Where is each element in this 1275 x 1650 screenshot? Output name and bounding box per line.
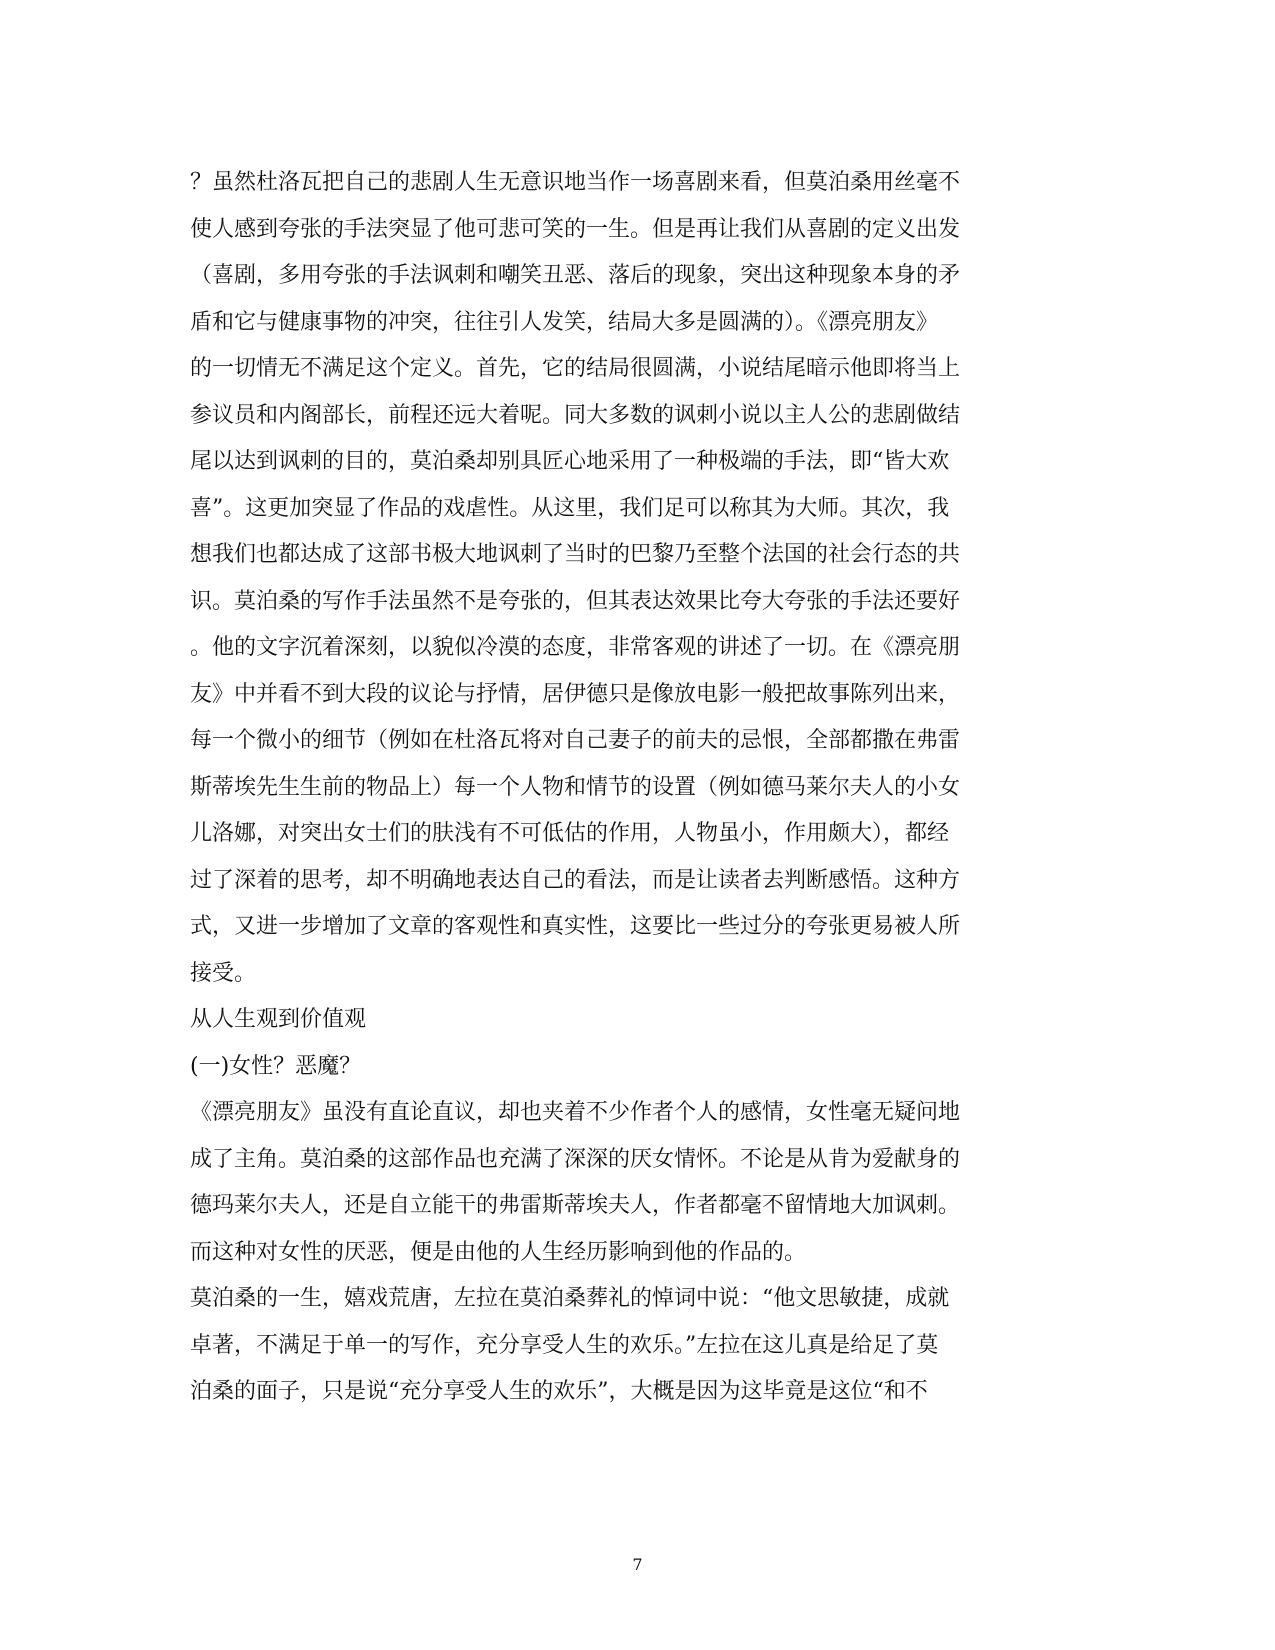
text-line: （喜剧，多用夸张的手法讽刺和嘲笑丑恶、落后的现象，突出这种现象本身的矛 [190, 263, 961, 288]
text-line: 《漂亮朋友》虽没有直论直议，却也夹着不少作者个人的感情，女性毫无疑问地 [190, 1100, 961, 1125]
section-heading: 从人生观到价值观 [190, 1007, 367, 1032]
text-line: 泊桑的面子，只是说“充分享受人生的欢乐”，大概是因为这毕竟是这位“和不 [190, 1379, 928, 1404]
text-line: 成了主角。莫泊桑的这部作品也充满了深深的厌女情怀。不论是从肯为爱献身的 [190, 1146, 961, 1172]
text-line: 而这种对女性的厌恶，便是由他的人生经历影响到他的作品的。 [190, 1239, 807, 1265]
text-line: 参议员和内阁部长，前程还远大着呢。同大多数的讽刺小说以主人公的悲剧做结 [190, 402, 961, 428]
text-line: 的一切情无不满足这个定义。首先，它的结局很圆满，小说结尾暗示他即将当上 [190, 356, 961, 381]
text-line: 盾和它与健康事物的冲突，往往引人发笑，结局大多是圆满的）。《漂亮朋友》 [190, 309, 939, 335]
page-number: 7 [632, 1555, 643, 1574]
text-line: 卓著，不满足于单一的写作，充分享受人生的欢乐。”左拉在这儿真是给足了莫 [190, 1332, 939, 1358]
text-line: 使人感到夸张的手法突显了他可悲可笑的一生。但是再让我们从喜剧的定义出发 [190, 216, 961, 242]
text-line: 式，又进一步增加了文章的客观性和真实性，这要比一些过分的夸张更易被人所 [190, 914, 961, 939]
body-text [190, 160, 1070, 1416]
text-line: 过了深着的思考，却不明确地表达自己的看法，而是让读者去判断感悟。这种方 [190, 867, 961, 893]
text-line: 莫泊桑的一生，嬉戏荒唐，左拉在莫泊桑葬礼的悼词中说：“他文思敏捷，成就 [190, 1286, 950, 1311]
text-line: 喜”。这更加突显了作品的戏虐性。从这里，我们足可以称其为大师。其次，我 [190, 495, 950, 521]
text-line: 接受。 [190, 960, 257, 986]
subsection-heading: (一)女性？恶魔？ [190, 1053, 362, 1079]
text-line: 想我们也都达成了这部书极大地讽刺了当时的巴黎乃至整个法国的社会行态的共 [190, 542, 961, 567]
text-line: 斯蒂埃先生生前的物品上）每一个人物和情节的设置（例如德马莱尔夫人的小女 [190, 774, 961, 800]
text-line: 识。莫泊桑的写作手法虽然不是夸张的，但其表达效果比夸大夸张的手法还要好 [190, 588, 961, 614]
text-line: 每一个微小的细节（例如在杜洛瓦将对自己妻子的前夫的忌恨，全部都撒在弗雷 [190, 728, 961, 753]
text-line: 。他的文字沉着深刻，以貌似冷漠的态度，非常客观的讲述了一切。在《漂亮朋 [190, 635, 961, 660]
text-line: 友》中并看不到大段的议论与抒情，居伊德只是像放电影一般把故事陈列出来， [190, 681, 961, 707]
text-line: 尾以达到讽刺的目的，莫泊桑却别具匠心地采用了一种极端的手法，即“皆大欢 [190, 449, 950, 474]
text-line: ？虽然杜洛瓦把自己的悲剧人生无意识地当作一场喜剧来看，但莫泊桑用丝毫不 [190, 170, 961, 195]
text-line: 儿洛娜，对突出女士们的肤浅有不可低估的作用，人物虽小，作用颇大），都经 [190, 821, 950, 846]
text-line: 德玛莱尔夫人，还是自立能干的弗雷斯蒂埃夫人，作者都毫不留情地大加讽刺。 [190, 1193, 961, 1218]
